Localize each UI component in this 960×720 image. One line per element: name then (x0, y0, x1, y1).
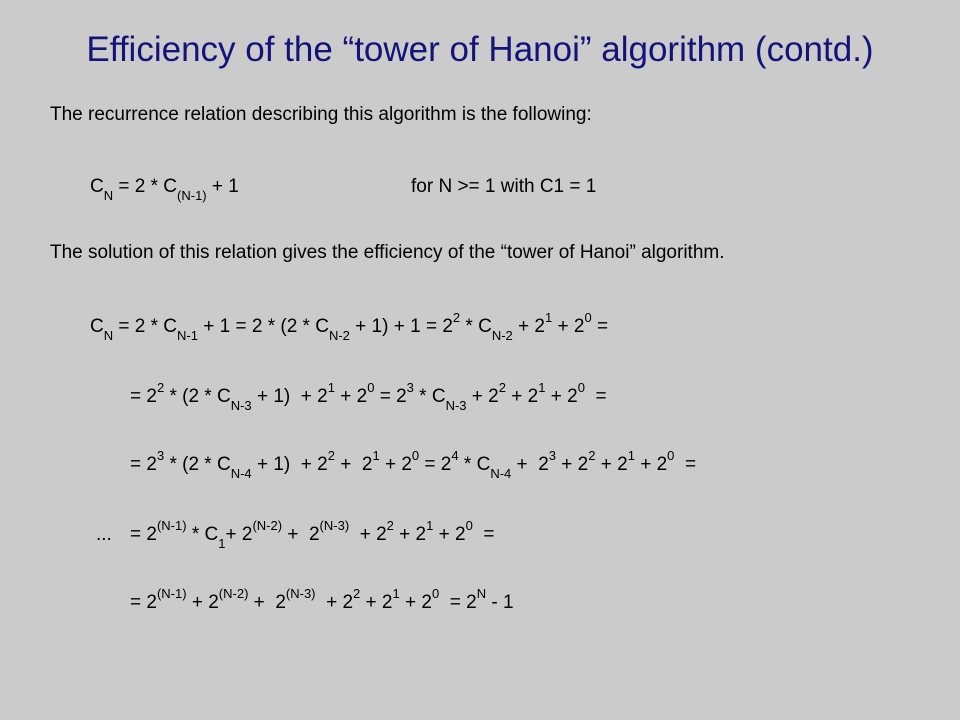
solution-paragraph: The solution of this relation gives the efficiency of the “tower of Hanoi” algorithm. (50, 242, 725, 263)
recurrence-condition: for N >= 1 with C1 = 1 (411, 176, 597, 197)
recurrence-formula: $C_N = 2 * C_{(N-1)} + 1$ (90, 176, 239, 203)
intro-paragraph: The recurrence relation describing this algorithm is the following: (50, 104, 592, 125)
derivation-line-1: $C_N = 2 * C_{N-1} + 1 = 2 * (2 * C_{N-2} + 1) + 1 = 2^2 * C_{N-2} + 2^1 + 2^0$ = (90, 310, 609, 343)
derivation-line-2: = $2^2 * (2 * C_{N-3} + 1) + 2^1 + 2^0 = 2^3 * C_{N-3} + 2^2 + 2^1 + 2^0$ = (130, 380, 607, 413)
derivation-line-5: = $2^{(N-1)} + 2^{(N-2)} + 2^{(N-3)} + 2^2 + 2^1 + 2^0 = 2^N - 1$ (130, 586, 514, 613)
derivation-line-3: = $2^3 * (2 * C_{N-4} + 1) + 2^2 + 2^1 + 2^0 = 2^4 * C_{N-4} + 2^3 + 2^2 + 2^1 + 2^0$ = (130, 448, 697, 481)
ellipsis: ... (96, 524, 112, 545)
slide-title: Efficiency of the “tower of Hanoi” algorithm (contd.) (86, 30, 874, 69)
derivation-line-4: = $2^{(N-1)} * C_1+ 2^{(N-2)} + 2^{(N-3)} + 2^2 + 2^1 + 2^0$ = (130, 518, 495, 551)
